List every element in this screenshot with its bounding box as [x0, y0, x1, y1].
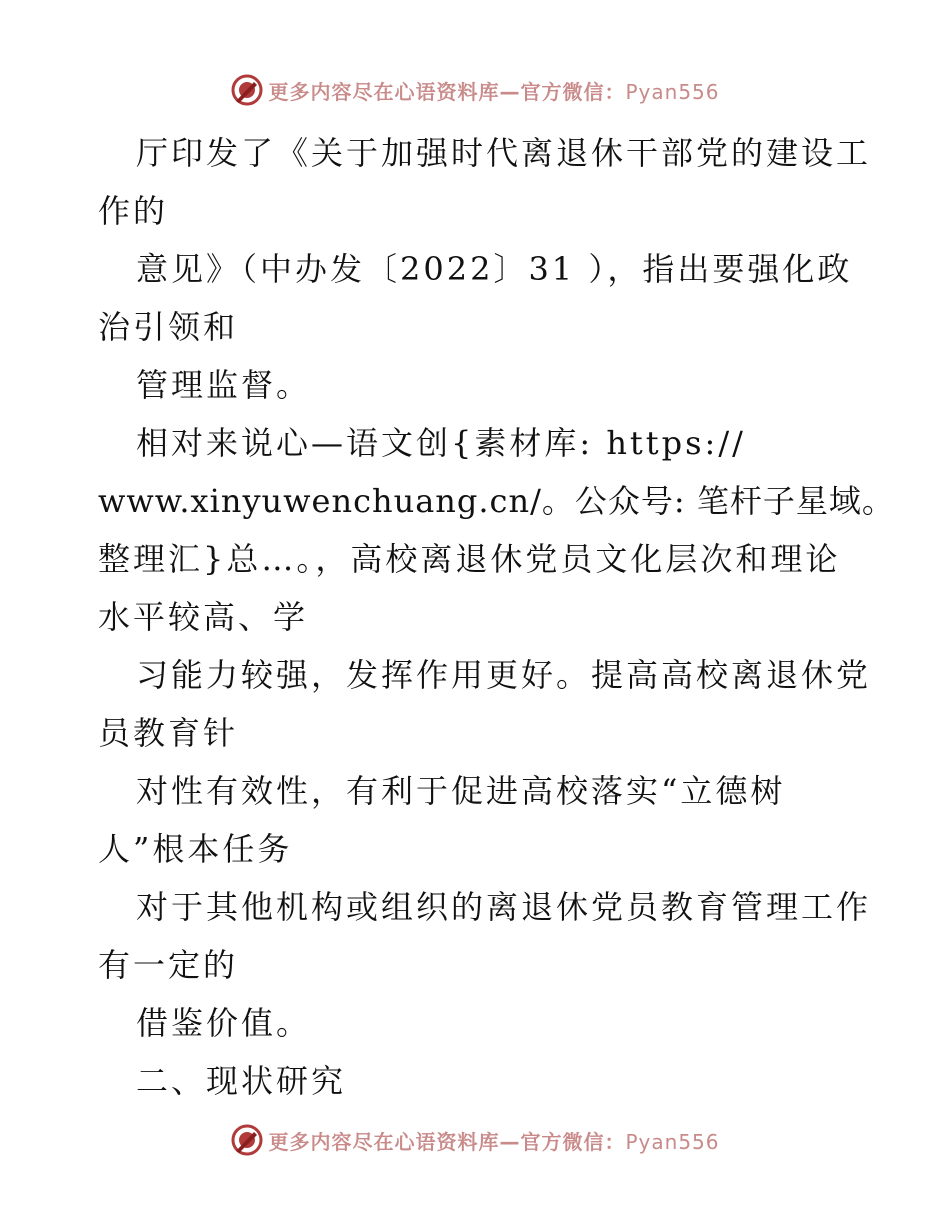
text-line: 厅印发了《关于加强时代离退休干部党的建设工	[136, 134, 872, 172]
document-body	[98, 124, 895, 1110]
text-line: 对性有效性，有利于促进高校落实“立德树	[136, 772, 786, 810]
footer-watermark-banner	[0, 1120, 950, 1160]
text-line: 意见》（中办发〔2022〕31 ），指出要强化政	[136, 250, 853, 288]
text-line: 习能力较强，发挥作用更好。提高高校离退休党	[136, 656, 872, 694]
text-line: 水平较高、学	[98, 598, 309, 636]
text-line: 借鉴价值。	[136, 1004, 312, 1042]
header-watermark-banner	[0, 70, 950, 110]
text-line: www.xinyuwenchuang.cn/。公众号: 笔杆子星域。	[98, 482, 895, 520]
text-line: 对于其他机构或组织的离退休党员教育管理工作	[136, 888, 872, 926]
banner-wechat-id: Pyan556	[625, 79, 720, 104]
text-line: 作的	[98, 192, 169, 230]
text-line: 有一定的	[98, 946, 239, 984]
banner-text	[268, 1126, 719, 1155]
text-line: 治引领和	[98, 308, 239, 346]
banner-text	[268, 76, 719, 105]
pen-logo-icon	[230, 73, 264, 107]
pen-logo-icon	[230, 1123, 264, 1157]
banner-caption: 更多内容尽在心语资料库—官方微信：	[268, 1129, 626, 1154]
text-line: 整理汇}总…。，高校离退休党员文化层次和理论	[98, 540, 841, 578]
text-line: 管理监督。	[136, 366, 312, 404]
text-line: 员教育针	[98, 714, 239, 752]
text-line: 人”根本任务	[98, 830, 293, 868]
banner-caption: 更多内容尽在心语资料库—官方微信：	[268, 79, 626, 104]
section-heading: 二、现状研究	[136, 1062, 347, 1100]
banner-wechat-id: Pyan556	[625, 1129, 720, 1154]
text-line: 相对来说心—语文创{素材库: https://	[136, 424, 746, 462]
